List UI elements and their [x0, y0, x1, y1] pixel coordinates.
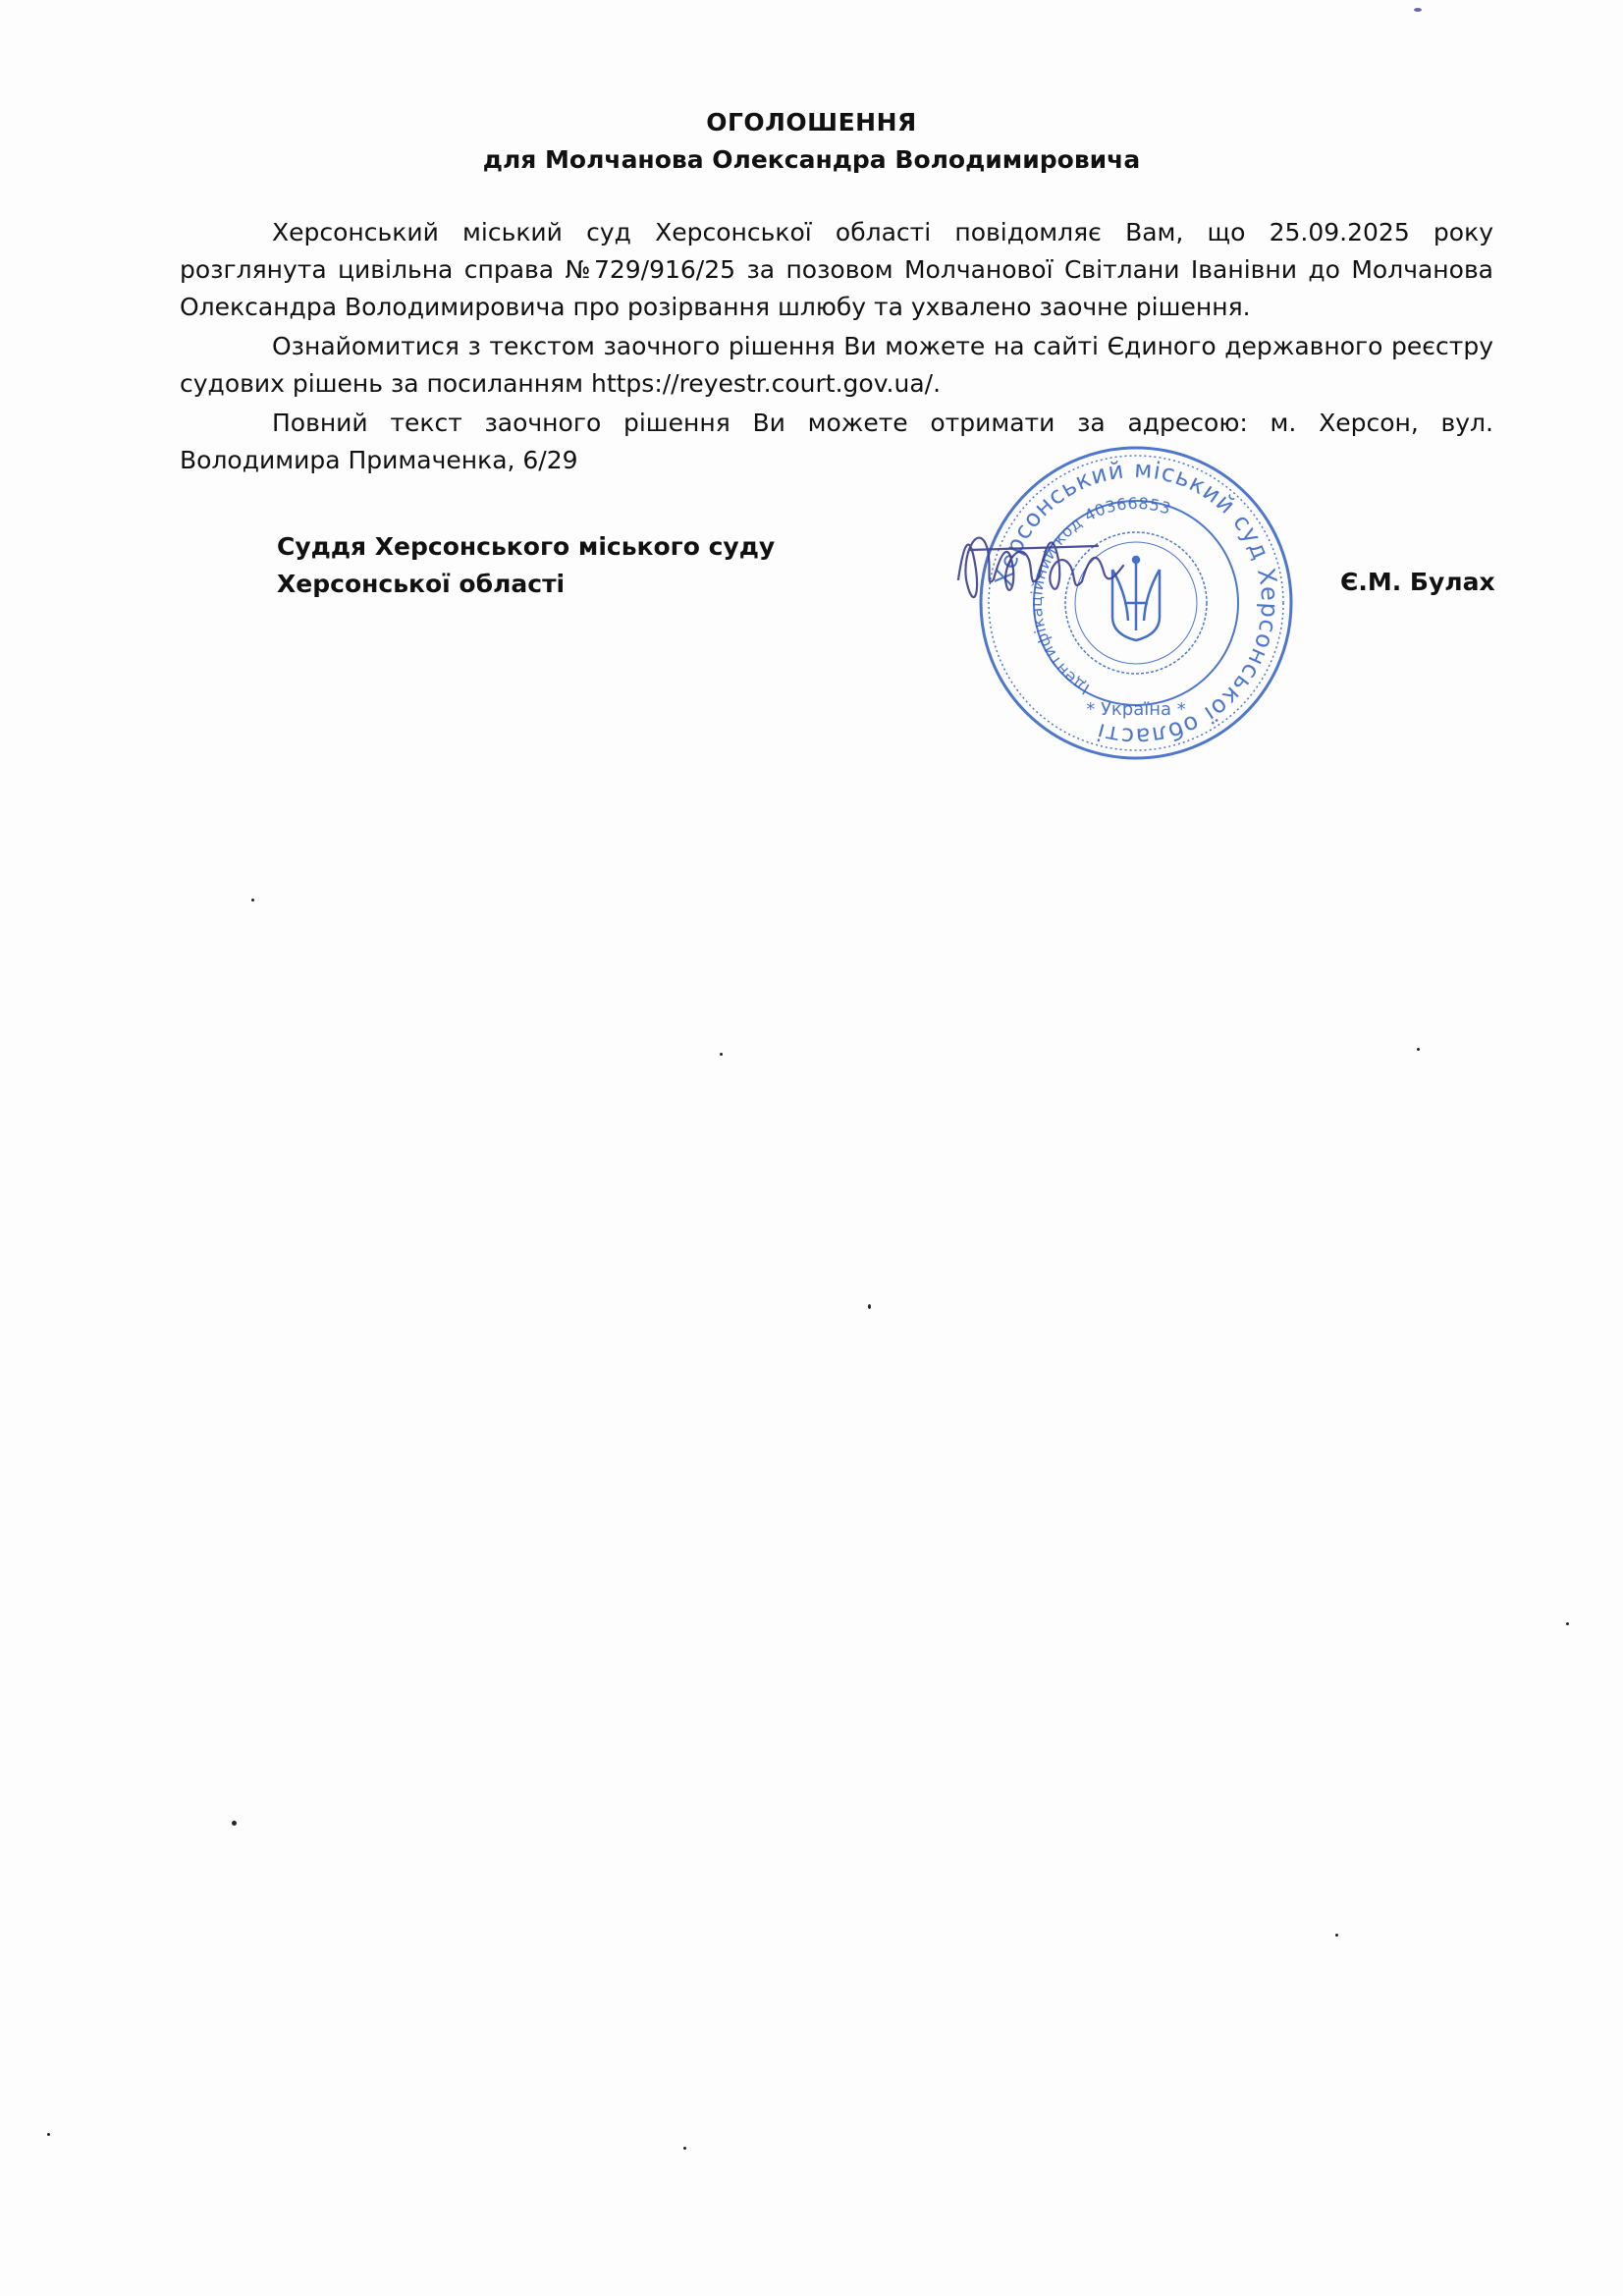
scan-speck	[1566, 1622, 1569, 1625]
scan-speck	[251, 899, 254, 902]
scan-speck	[1335, 1934, 1338, 1937]
scan-speck	[868, 1304, 871, 1309]
scan-speck	[1414, 8, 1422, 12]
announcement-body	[180, 214, 1493, 481]
announcement-recipient: для Молчанова Олександра Володимировича	[482, 145, 1141, 174]
scan-speck	[720, 1053, 723, 1056]
paragraph-address: Повний текст заочного рішення Ви можете отримати за адресою: м. Херсон, вул. Володимира Примаченка, 6/29	[180, 409, 1493, 474]
scan-speck	[232, 1821, 237, 1826]
judge-position	[277, 528, 775, 603]
svg-text:Херсонський міський суд Херсон: Херсонський міський суд Херсонської області	[990, 455, 1284, 751]
judge-position-line2: Херсонської області	[277, 570, 566, 598]
paragraph-registry-link: Ознайомитися з текстом заочного рішення Ви можете на сайті Єдиного державного реєстру судових рішень за посиланням https://reyestr.court.gov.ua/.	[180, 332, 1493, 398]
judge-name: Є.М. Булах	[1340, 568, 1495, 596]
scan-speck	[47, 2133, 50, 2136]
judge-position-line1: Суддя Херсонського міського суду	[277, 532, 776, 561]
scan-speck	[1417, 1048, 1420, 1051]
scan-speck	[683, 2147, 686, 2150]
svg-text:* Україна *: * Україна *	[1086, 699, 1186, 720]
paragraph-notice: Херсонський міський суд Херсонської області повідомляє Вам, що 25.09.2025 року розглянута цивільна справа №729/916/25 за позовом Молчанової Світлани Іванівни до Молчанова Олександра Володимировича про розірвання шлюбу та ухвалено заочне рішення.	[180, 218, 1493, 321]
judge-signature	[950, 511, 1127, 619]
svg-text:Ідентифікаційний код 40366853: Ідентифікаційний код 40366853	[1026, 493, 1173, 699]
announcement-title: ОГОЛОШЕННЯ	[706, 108, 917, 137]
